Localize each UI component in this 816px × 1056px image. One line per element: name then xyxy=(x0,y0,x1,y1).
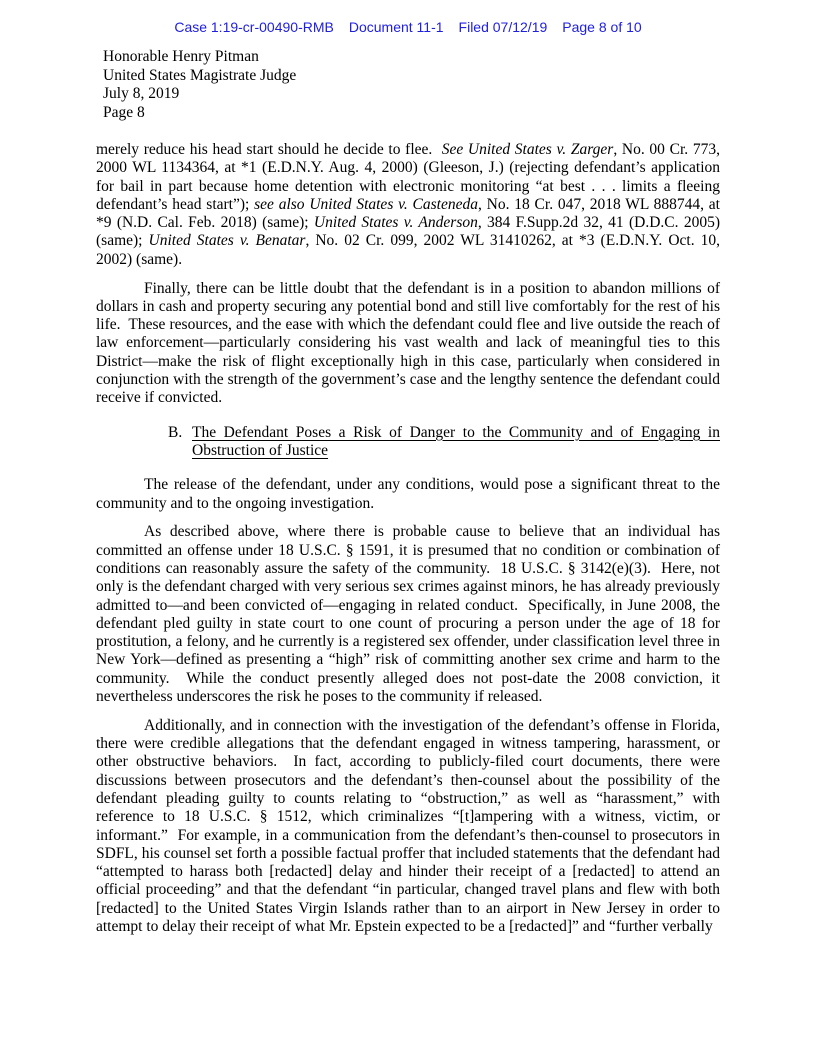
address-line-date: July 8, 2019 xyxy=(103,85,180,102)
body-text: , No. 00 Cr. 773, 2000 WL 1134364, at *1 (E.D.N.Y. Aug. 4, 2000) (Gleeson, J.) (rejecting defendant’s application for bail in part because home detention with electronic monitoring “at best . . . limits a fleeing defendant’s head start”); xyxy=(96,141,720,213)
body-text: , 384 F.Supp.2d 32, 41 (D.D.C. 2005) (same); xyxy=(96,214,720,250)
section-heading xyxy=(168,424,720,461)
case-stamp-page-number: Page 8 of 10 xyxy=(562,19,642,35)
address-block xyxy=(103,48,296,122)
case-citation: See United States v. Zarger xyxy=(441,141,614,158)
address-line-recipient: Honorable Henry Pitman xyxy=(103,48,259,65)
case-stamp xyxy=(0,19,816,35)
body-text: , No. 02 Cr. 099, 2002 WL 31410262, at *3 (E.D.N.Y. Oct. 10, 2002) (same). xyxy=(96,232,720,268)
paragraph xyxy=(96,523,720,706)
address-line-title: United States Magistrate Judge xyxy=(103,66,297,84)
body-text: The release of the defendant, under any conditions, would pose a significant threat to the community and to the ongoing investigation. xyxy=(96,476,720,512)
case-citation: see also United States v. Casteneda xyxy=(254,195,478,213)
heading-label: B. xyxy=(168,423,183,441)
body-text: merely reduce his head start should he decide to flee. xyxy=(96,141,442,158)
address-line-page: Page 8 xyxy=(103,103,145,121)
case-citation: United States v. Benatar xyxy=(148,232,306,250)
case-citation: United States v. Anderson xyxy=(313,214,478,232)
body-text: As described above, where there is probable cause to believe that an individual has committed an offense under 18 U.S.C. § 1591, it is presumed that no condition or combination of conditions can reasonably assure the safety of the community. 18 U.S.C. § 3142(e)(3). Here, not only is the defendant charged with very serious sex crimes against minors, he has already previously admitted to—and been convicted of—engaging in related conduct. Specifically, in June 2008, the defendant pled guilty in state court to one count of procuring a person under the age of 18 for prostitution, a felony, and he currently is a registered sex offender, under classification level three in New York—defined as presenting a “high” risk of committing another sex crime and harm to the community. While the conduct presently alleged does not post-date the 2008 conviction, it nevertheless underscores the risk he poses to the community if released. xyxy=(96,523,720,706)
case-stamp-filed-date: Filed 07/12/19 xyxy=(458,19,548,35)
paragraph xyxy=(96,476,720,513)
paragraph xyxy=(96,717,720,937)
body-text: Additionally, and in connection with the investigation of the defendant’s offense in Florida, there were credible allegations that the defendant engaged in witness tampering, harassment, or other obstructive behaviors. In fact, according to publicly-filed court documents, there were discussions between prosecutors and the defendant’s then-counsel about the possibility of the defendant pleading guilty to counts relating to “obstruction,” as well as “harassment,” with reference to 18 U.S.C. § 1512, which criminalizes “[t]ampering with a witness, victim, or informant.” For example, in a communication from the defendant’s then-counsel to prosecutors in SDFL, his counsel set forth a possible factual proffer that included statements that the defendant had “attempted to harass both [redacted] delay and hinder their receipt of a [redacted] to attend an official proceeding” and that the defendant “in particular, changed travel plans and flew with both [redacted] to the United States Virgin Islands rather than to an airport in New Jersey in order to attempt to delay their receipt of what Mr. Epstein expected to be a [redacted]” and “further verbally xyxy=(96,716,720,936)
heading-text: The Defendant Poses a Risk of Danger to the Community and of Engaging in Obstruction of Justice xyxy=(192,423,720,459)
document-body xyxy=(96,141,720,947)
paragraph xyxy=(96,280,720,408)
case-stamp-document-number: Document 11-1 xyxy=(348,19,444,35)
case-stamp-case-number: Case 1:19-cr-00490-RMB xyxy=(174,19,334,35)
body-text: , No. 18 Cr. 047, 2018 WL 888744, at *9 (N.D. Cal. Feb. 2018) (same); xyxy=(96,195,720,232)
body-text: Finally, there can be little doubt that the defendant is in a position to abandon millions of dollars in cash and property securing any potential bond and still live comfortably for the rest of his life. These resources, and the ease with which the defendant could flee and live outside the reach of law enforcement—particularly considering his vast wealth and lack of meaningful ties to this District—make the risk of flight exceptionally high in this case, particularly when considered in conjunction with the strength of the government’s case and the lengthy sentence the defendant could receive if convicted. xyxy=(96,279,720,407)
paragraph xyxy=(96,141,720,269)
